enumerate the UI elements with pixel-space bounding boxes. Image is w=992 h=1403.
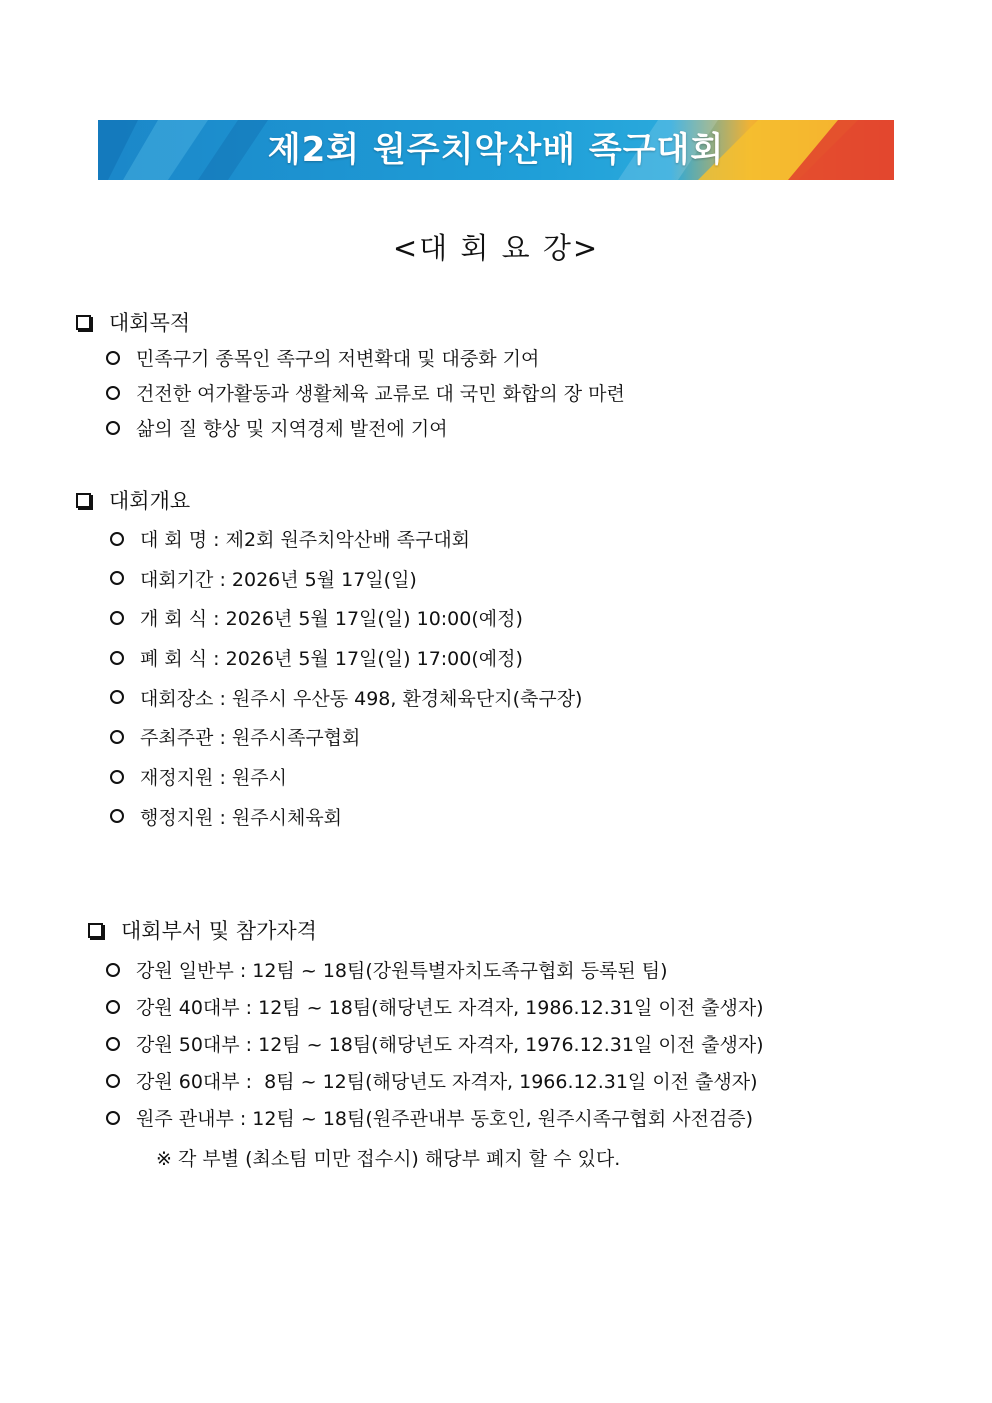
circle-bullet-icon — [106, 386, 120, 400]
checkbox-bullet-icon — [88, 923, 103, 938]
list-item: 개 회 식 : 2026년 5월 17일(일) 10:00(예정) — [110, 604, 582, 644]
title-banner — [98, 120, 894, 180]
circle-bullet-icon — [106, 1111, 120, 1125]
section-header: 대회목적 — [76, 306, 190, 340]
list-item: 주최주관 : 원주시족구협회 — [110, 723, 582, 763]
circle-bullet-icon — [110, 611, 124, 625]
overview-items — [110, 525, 582, 843]
list-item: 폐 회 식 : 2026년 5월 17일(일) 17:00(예정) — [110, 644, 582, 684]
circle-bullet-icon — [106, 421, 120, 435]
list-item: 강원 60대부 : 8팀 ~ 12팀(해당년도 자격자, 1966.12.31일 이전 출생자) — [106, 1067, 764, 1104]
circle-bullet-icon — [106, 1074, 120, 1088]
division-note: ※ 각 부별 (최소팀 미만 접수시) 해당부 폐지 할 수 있다. — [156, 1148, 621, 1170]
list-item: 원주 관내부 : 12팀 ~ 18팀(원주관내부 동호인, 원주시족구협회 사전검증) — [106, 1104, 764, 1141]
checkbox-bullet-icon — [76, 493, 91, 508]
list-item: 재정지원 : 원주시 — [110, 763, 582, 803]
list-item: 대회장소 : 원주시 우산동 498, 환경체육단지(축구장) — [110, 684, 582, 724]
circle-bullet-icon — [110, 809, 124, 823]
purpose-items — [106, 344, 625, 449]
circle-bullet-icon — [110, 690, 124, 704]
circle-bullet-icon — [106, 963, 120, 977]
circle-bullet-icon — [110, 571, 124, 585]
circle-bullet-icon — [106, 351, 120, 365]
circle-bullet-icon — [110, 651, 124, 665]
list-item: 건전한 여가활동과 생활체육 교류로 대 국민 화합의 장 마련 — [106, 379, 625, 414]
list-item: 행정지원 : 원주시체육회 — [110, 803, 582, 843]
section-overview — [76, 484, 190, 518]
list-item: 대회기간 : 2026년 5월 17일(일) — [110, 565, 582, 605]
circle-bullet-icon — [110, 532, 124, 546]
divisions-items — [106, 956, 764, 1141]
section-header: 대회개요 — [76, 484, 190, 518]
list-item: 삶의 질 향상 및 지역경제 발전에 기여 — [106, 414, 625, 449]
list-item: 대 회 명 : 제2회 원주치악산배 족구대회 — [110, 525, 582, 565]
document-title: <대 회 요 강> — [392, 231, 600, 265]
circle-bullet-icon — [106, 1000, 120, 1014]
list-item: 강원 일반부 : 12팀 ~ 18팀(강원특별자치도족구협회 등록된 팀) — [106, 956, 764, 993]
list-item: 강원 50대부 : 12팀 ~ 18팀(해당년도 자격자, 1976.12.31일 이전 출생자) — [106, 1030, 764, 1067]
circle-bullet-icon — [110, 770, 124, 784]
circle-bullet-icon — [106, 1037, 120, 1051]
section-divisions — [88, 914, 317, 948]
section-header: 대회부서 및 참가자격 — [88, 914, 317, 948]
checkbox-bullet-icon — [76, 315, 91, 330]
circle-bullet-icon — [110, 730, 124, 744]
list-item: 강원 40대부 : 12팀 ~ 18팀(해당년도 자격자, 1986.12.31일 이전 출생자) — [106, 993, 764, 1030]
banner-title: 제2회 원주치악산배 족구대회 — [267, 130, 725, 170]
list-item: 민족구기 종목인 족구의 저변확대 및 대중화 기여 — [106, 344, 625, 379]
section-purpose — [76, 306, 190, 340]
